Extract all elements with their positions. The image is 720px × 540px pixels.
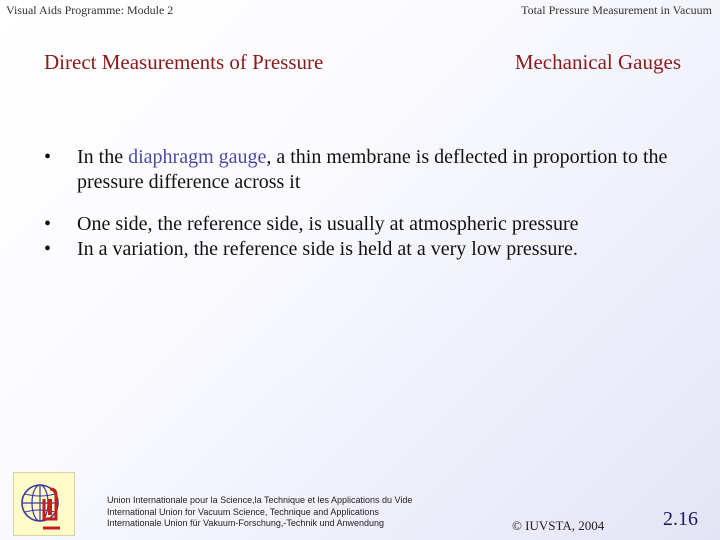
bullet-item-diaphragm xyxy=(44,145,704,195)
slide-title: Direct Measurements of Pressure xyxy=(44,50,324,74)
bullet-text: , a thin membrane is deflected in proportion to the pressure difference across it xyxy=(77,146,668,193)
footer-line-german: Internationale Union für Vakuum-Forschung,-Technik und Anwendung xyxy=(107,518,385,528)
footer-organization xyxy=(107,495,412,530)
bullet-text: One side, the reference side, is usually at atmospheric pressure xyxy=(77,213,579,235)
header-topic: Total Pressure Measurement in Vacuum xyxy=(521,3,712,17)
slide-number: 2.16 xyxy=(663,508,698,530)
globe-icon xyxy=(14,473,74,535)
header-module: Visual Aids Programme: Module 2 xyxy=(6,3,174,17)
bullet-text: In a variation, the reference side is held at a very low pressure. xyxy=(77,238,578,260)
slide-subtitle: Mechanical Gauges xyxy=(514,50,681,74)
bullet-list xyxy=(44,145,704,262)
bullet-dot: • xyxy=(44,238,52,260)
highlight-term: diaphragm gauge xyxy=(128,146,267,168)
bullet-dot: • xyxy=(44,213,52,235)
bullet-text: In the xyxy=(77,146,129,168)
bullet-item-reference-low-pressure xyxy=(44,237,704,262)
bullet-item-reference-atmospheric xyxy=(44,212,704,237)
footer-line-english: International Union for Vacuum Science, Technique and Applications xyxy=(107,506,379,517)
iuvsta-logo xyxy=(13,472,75,536)
bullet-dot: • xyxy=(44,146,52,168)
footer-line-french: Union Internationale pour la Science,la Technique et les Applications du Vide xyxy=(107,495,413,505)
copyright-notice: © IUVSTA, 2004 xyxy=(512,518,605,533)
